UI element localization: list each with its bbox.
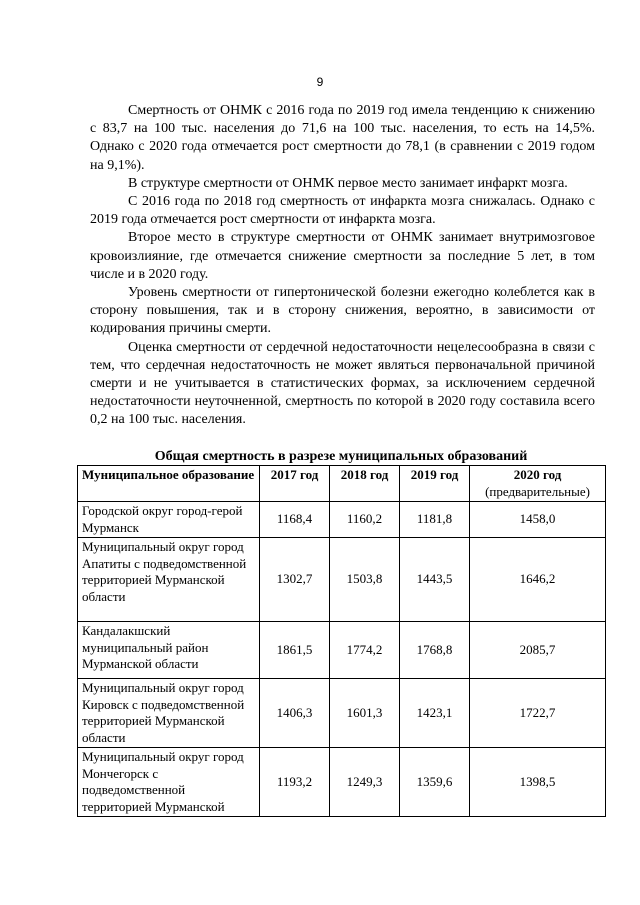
- value-2018: 1601,3: [330, 679, 400, 748]
- table-row: [78, 622, 606, 679]
- value-2017: 1302,7: [260, 538, 330, 622]
- value-2017: 1193,2: [260, 748, 330, 817]
- municipality-name: Муниципальный округ город Апатиты с подведомственной территорией Мурманской области: [78, 538, 260, 622]
- value-2020: 1398,5: [470, 748, 606, 817]
- value-2019: 1359,6: [400, 748, 470, 817]
- value-2020: 1646,2: [470, 538, 606, 622]
- header-municipality: Муниципальное образование: [78, 466, 260, 502]
- value-2020: 2085,7: [470, 622, 606, 679]
- table-title: Общая смертность в разрезе муниципальных образований: [154, 449, 528, 464]
- table-row: [78, 538, 606, 622]
- header-2020-note: (предварительные): [485, 483, 590, 499]
- value-2019: 1181,8: [400, 502, 470, 538]
- value-2018: 1503,8: [330, 538, 400, 622]
- value-2018: 1774,2: [330, 622, 400, 679]
- header-2017: 2017 год: [260, 466, 330, 502]
- value-2020: 1722,7: [470, 679, 606, 748]
- paragraph-hypertension: Уровень смертности от гипертонической болезни ежегодно колеблется как в сторону повышения, так и в сторону снижения, вероятно, в зависимости от кодирования причины смерти.: [90, 285, 595, 337]
- table-header-row: [78, 466, 606, 502]
- table-row: [78, 748, 606, 817]
- paragraph-cerebral-infarction: С 2016 года по 2018 год смертность от инфаркта мозга снижалась. Однако с 2019 года отмечается рост смертности от инфаркта мозга.: [90, 194, 595, 228]
- header-2019: 2019 год: [400, 466, 470, 502]
- mortality-table: [77, 465, 606, 817]
- paragraph-intracerebral-hemorrhage: Второе место в структуре смертности от ОНМК занимает внутримозговое кровоизлияние, где отмечается снижение смертности за последние 5 лет, в том числе и в 2020 году.: [90, 230, 595, 282]
- header-2020: [470, 466, 606, 502]
- table-row: [78, 502, 606, 538]
- value-2019: 1423,1: [400, 679, 470, 748]
- header-2018: 2018 год: [330, 466, 400, 502]
- table-row: [78, 679, 606, 748]
- header-2020-label: 2020 год: [513, 467, 562, 482]
- value-2019: 1768,8: [400, 622, 470, 679]
- municipality-name: Городской округ город-герой Мурманск: [78, 502, 260, 538]
- value-2018: 1249,3: [330, 748, 400, 817]
- body-text: [90, 102, 595, 430]
- value-2017: 1406,3: [260, 679, 330, 748]
- value-2017: 1168,4: [260, 502, 330, 538]
- value-2017: 1861,5: [260, 622, 330, 679]
- value-2019: 1443,5: [400, 538, 470, 622]
- municipality-name: Кандалакшский муниципальный район Мурманской области: [78, 622, 260, 679]
- paragraph-heart-failure: Оценка смертности от сердечной недостаточности нецелесообразна в связи с тем, что сердечная недостаточность не может являться первоначальной причиной смерти и не учитывается в статистических формах, за исключением сердечной недостаточности неуточненной, смертность по которой в 2020 году составила всего 0,2 на 100 тыс. населения.: [90, 339, 595, 428]
- municipality-name: Муниципальный округ город Мончегорск с подведомственной территорией Мурманской: [78, 748, 260, 817]
- value-2018: 1160,2: [330, 502, 400, 538]
- value-2020: 1458,0: [470, 502, 606, 538]
- paragraph-stroke-structure: В структуре смертности от ОНМК первое место занимает инфаркт мозга.: [128, 175, 568, 191]
- municipality-name: Муниципальный округ город Кировск с подведомственной территорией Мурманской области: [78, 679, 260, 748]
- page-number: 9: [316, 75, 324, 89]
- paragraph-stroke-mortality: Смертность от ОНМК с 2016 года по 2019 год имела тенденцию к снижению с 83,7 на 100 тыс. населения до 71,6 на 100 тыс. населения, то есть на 14,5%. Однако с 2020 года отмечается рост смертности до 78,1 (в сравнении с 2019 годом на 9,1%).: [90, 103, 595, 173]
